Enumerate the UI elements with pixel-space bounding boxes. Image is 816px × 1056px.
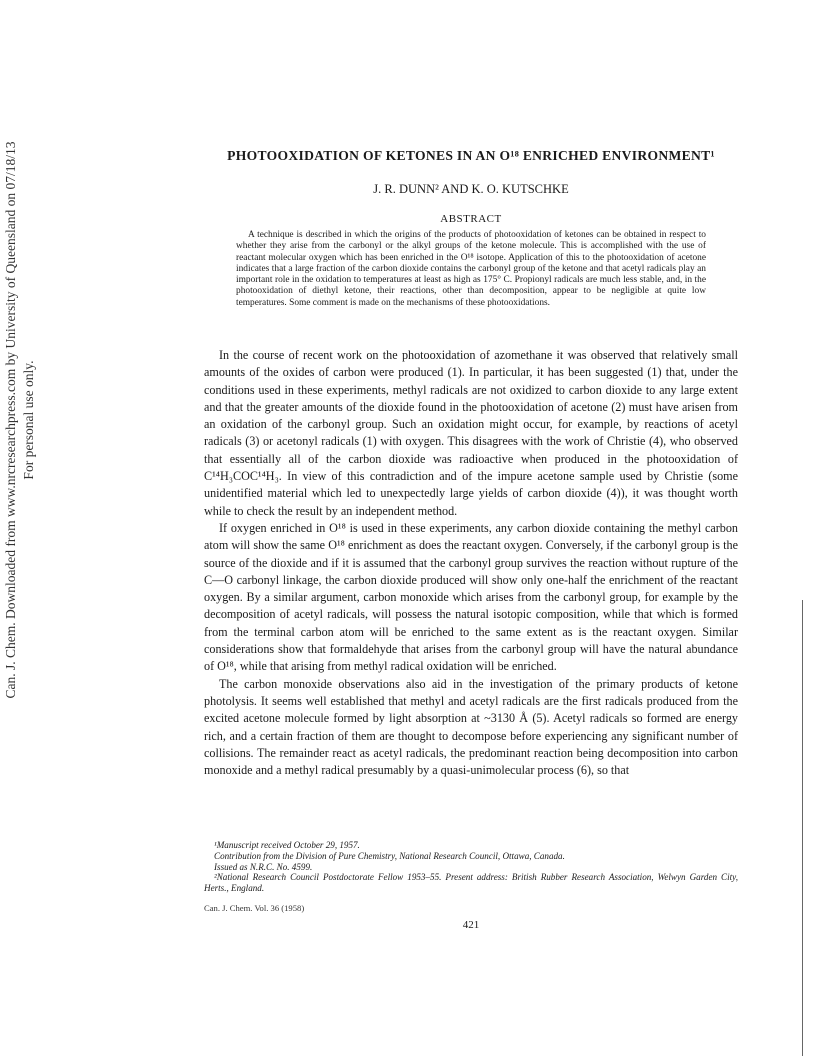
body-paragraph: The carbon monoxide observations also aid in the investigation of the primary products of ketone photolysis. It seems well established that methyl and acetyl radicals are the first radicals produced from the excited acetone molecule formed by light absorption at ~3130 Å (5). Acetyl radicals so formed are energy rich, and a certain fraction of them are thought to decompose before experiencing any significant number of collisions. The remainder react as acetyl radicals, the predominant reaction being decomposition into carbon monoxide and a methyl radical presumably by a quasi-unimolecular process (6), so that [204, 676, 738, 778]
footnote: ¹Manuscript received October 29, 1957. [214, 840, 360, 850]
article-authors: J. R. DUNN² AND K. O. KUTSCHKE [373, 182, 569, 196]
footnote: ²National Research Council Postdoctorate Fellow 1953–55. Present address: British Rubber Research Association, Welwyn Garden City, Herts., England. [204, 872, 738, 894]
body-paragraph: In the course of recent work on the photooxidation of azomethane it was observed that relatively small amounts of the oxides of carbon were produced (1). In particular, it has been suggested (1) that, under the conditions used in these experiments, methyl radicals are not oxidized to carbon dioxide to any large extent and that the greater amounts of the dioxide found in the photooxidation of acetone (2) must have arisen from an oxidation of the carbonyl group. Such an oxidation might occur, for example, by reactions of acetyl radicals (3) or acetonyl radicals (1) with oxygen. This disagrees with the work of Christie (4), who observed that essentially all of the carbon dioxide was radioactive when produced in the photooxidation of C¹⁴H₃COC¹⁴H₃. In view of this contradiction and of the impure acetone sample used by Christie (some unidentified material which led to unexpectedly large yields of carbon dioxide (4)), it was thought worth while to check the result by an independent method. [204, 348, 738, 518]
abstract-heading: ABSTRACT [440, 213, 502, 225]
footnote: Contribution from the Division of Pure Chemistry, National Research Council, Ottawa, Canada. [214, 850, 565, 861]
personal-use-notice: For personal use only. [21, 360, 36, 480]
footnote: Issued as N.R.C. No. 4599. [214, 861, 313, 872]
scan-edge-line [802, 600, 803, 1056]
footnotes [204, 840, 738, 894]
journal-citation: Can. J. Chem. Vol. 36 (1958) [204, 903, 305, 913]
download-watermark [2, 140, 42, 700]
page-number: 421 [462, 919, 480, 931]
body-paragraph: If oxygen enriched in O¹⁸ is used in these experiments, any carbon dioxide containing the methyl carbon atom will show the same O¹⁸ enrichment as does the reactant oxygen. Conversely, if the carbonyl group is the source of the dioxide and if it is assumed that the carbonyl group survives the reaction without rupture of the C—O carbonyl linkage, the carbon dioxide produced will show only one-half the enrichment of the reactant oxygen. By a similar argument, carbon monoxide which arises from the carbonyl group, for example by the decomposition of acetyl radicals, will possess the natural isotopic composition, while that which is formed from the terminal carbon atom will be enriched to the same extent as is the reactant oxygen. Similar considerations show that formaldehyde that arises from the carbonyl group will have the natural abundance of O¹⁸, while that arising from methyl radical oxidation will be enriched. [204, 520, 738, 674]
download-notice: Can. J. Chem. Downloaded from www.nrcresearchpress.com by University of Queensland on 07/18/13 [3, 141, 18, 699]
abstract-text: A technique is described in which the origins of the products of photooxidation of ketones can be obtained in respect to whether they arise from the carbonyl or the alkyl groups of the ketone molecule. This is accomplished with the use of reactant molecular oxygen which has been enriched in the O¹⁸ isotope. Application of this to the photooxidation of acetone indicates that a large fraction of the carbon dioxide contains the carbonyl group of the ketone and that acetyl radicals play an important role in the oxidation to temperatures at least as high as 175° C. Propionyl radicals are much less stable, and, in the photooxidation of diethyl ketone, their reactions, other than decomposition, appear to be negligible at quite low temperatures. Some comment is made on the mechanisms of these photooxidations. [236, 230, 706, 308]
article-body [204, 347, 738, 779]
article-title: PHOTOOXIDATION OF KETONES IN AN O¹⁸ ENRICHED ENVIRONMENT¹ [227, 148, 715, 163]
